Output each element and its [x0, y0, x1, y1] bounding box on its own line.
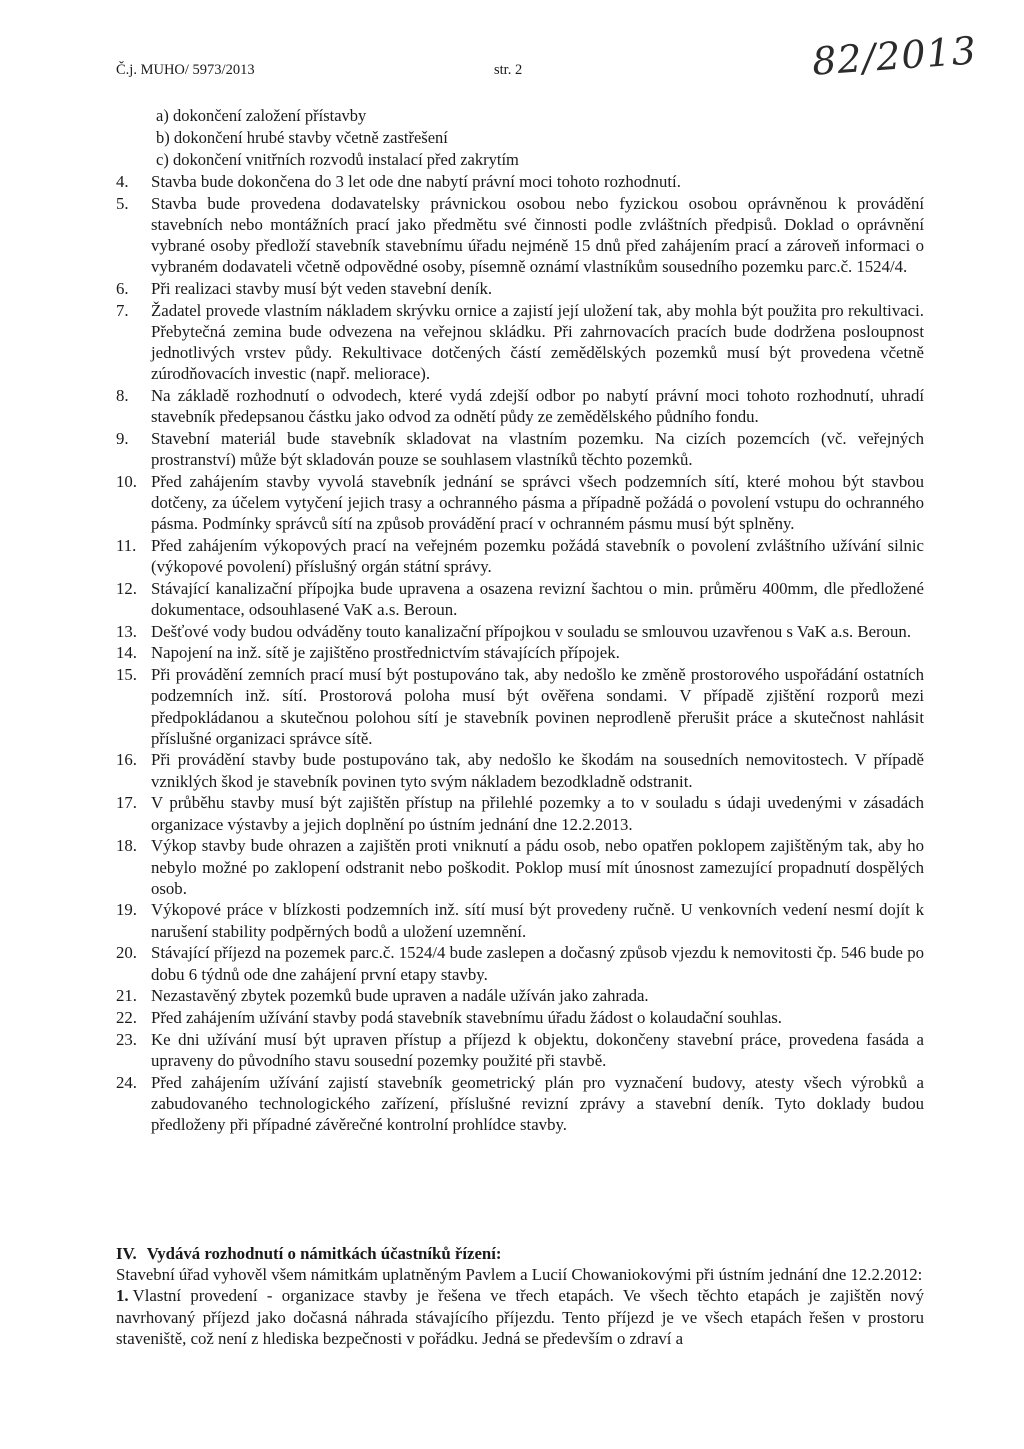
condition-text: Stavba bude dokončena do 3 let ode dne nabytí právní moci tohoto rozhodnutí. — [151, 172, 681, 191]
condition-item — [116, 300, 924, 385]
page-number: str. 2 — [494, 62, 523, 78]
condition-text: Při provádění zemních prací musí být postupováno tak, aby nedošlo ke změně prostorového uspořádání ostatních podzemních inž. sítí. Prostorová poloha musí být ověřena sondami. V případě zjištění rozporů mezi předpokládanou a skutečnou polohou sítí je stavebník povinen neprodleně přerušit práce a skutečnost nahlásit příslušné organizaci správce sítě. — [151, 665, 924, 748]
condition-text: Na základě rozhodnutí o odvodech, které vydá zdejší odbor po nabytí právní moci tohoto rozhodnutí, uhradí stavebník předepsanou částku jako odvod za odnětí půdy ze zemědělského půdního fondu. — [151, 386, 924, 427]
condition-number: 6. — [116, 279, 129, 299]
section-intro: Stavební úřad vyhověl všem námitkám uplatněným Pavlem a Lucií Chowaniokovými při ústním jednání dne 12.2.2012: — [116, 1265, 923, 1285]
condition-number: 18. — [116, 836, 137, 856]
conditions-list — [116, 171, 924, 1136]
condition-item — [116, 535, 924, 577]
condition-text: Výkop stavby bude ohrazen a zajištěn proti vniknutí a pádu osob, nebo opatřen poklopem zajištěným tak, aby ho nebylo možné po zaklopení odstranit nebo poškodit. Poklop musí mít únosnost zamezující propadnutí dospělých osob. — [151, 836, 924, 898]
condition-item — [116, 193, 924, 278]
condition-text: Žadatel provede vlastním nákladem skrývku ornice a zajistí její uložení tak, aby mohla být použita pro rekultivaci. Přebytečná zemina bude odvezena na veřejnou skládku. Při zahrnovacích pracích bude dodržena posloupnost jednotlivých vrstev půdy. Rekultivace dotčených částí zemědělských pozemků musí být provedena včetně zúrodňovacích investic (např. meliorace). — [151, 300, 924, 384]
condition-number: 9. — [116, 428, 129, 448]
condition-number: 13. — [116, 621, 137, 641]
condition-text: Nezastavěný zbytek pozemků bude upraven a nadále užíván jako zahrada. — [151, 986, 649, 1006]
condition-text: Dešťové vody budou odváděny touto kanalizační přípojkou v souladu se smlouvou uzavřenou s VaK a.s. Beroun. — [151, 621, 912, 641]
condition-item — [116, 428, 924, 470]
condition-number: 12. — [116, 578, 137, 598]
section-iv — [116, 1243, 924, 1349]
condition-item — [116, 942, 924, 984]
condition-item — [116, 171, 924, 192]
condition-number: 20. — [116, 943, 137, 963]
condition-number: 21. — [116, 986, 137, 1006]
condition-text: Stavba bude provedena dodavatelsky právnickou osobou nebo fyzickou osobou oprávněnou k provádění stavebních nebo montážních prací jako předmětu své činnosti podle zvláštních předpisů. Doklad o oprávnění vybrané osoby předloží stavebník stavebnímu úřadu nejméně 15 dnů před zahájením prací a zároveň informaci o vybraném dodavateli včetně odpovědné osoby, písemně oznámí vlastníkům sousedního pozemku parc.č. 1524/4. — [151, 193, 924, 277]
condition-item — [116, 642, 924, 663]
condition-item — [116, 385, 924, 427]
condition-text: Stavební materiál bude stavebník skladovat na vlastním pozemku. Na cizích pozemcích (vč. veřejných prostranství) může být skladován pouze se souhlasem vlastníků těchto pozemků. — [151, 428, 924, 470]
condition-text: Před zahájením výkopových prací na veřejném pozemku požádá stavebník o povolení zvláštního užívání silnic (výkopové povolení) příslušný orgán státní správy. — [151, 535, 924, 577]
section-roman-numeral: IV. — [116, 1244, 137, 1263]
condition-number: 5. — [116, 193, 129, 213]
condition-item — [116, 278, 924, 299]
condition-number: 23. — [116, 1029, 137, 1049]
point-number: 1. — [116, 1286, 129, 1306]
condition-item — [116, 578, 924, 620]
condition-number: 17. — [116, 793, 137, 813]
condition-text: Před zahájením užívání zajistí stavebník geometrický plán pro vyznačení budovy, atesty všech výrobků a zabudovaného technologického zařízení, příslušné revizní zprávy a stavební deník. Tyto doklady budou předloženy při případné závěrečné kontrolní prohlídce stavby. — [151, 1072, 924, 1134]
condition-text: Před zahájením stavby vyvolá stavebník jednání se správci všech podzemních sítí, které mohou být stavbou dotčeny, za účelem vytyčení jejich trasy a ochranného pásma a případně požádá o povolení vstupu do ochranného pásma. Podmínky správců sítí na způsob provádění prací v ochranném pásmu musí být splněny. — [151, 471, 924, 534]
condition-number: 24. — [116, 1072, 137, 1092]
condition-text: Při provádění stavby bude postupováno tak, aby nedošlo ke škodám na sousedních nemovitostech. V případě vzniklých škod je stavebník povinen tyto svým nákladem bezodkladně odstranit. — [151, 750, 924, 791]
condition-item — [116, 664, 924, 749]
condition-number: 10. — [116, 471, 137, 491]
condition-text: Stávající příjezd na pozemek parc.č. 1524/4 bude zaslepen a dočasný způsob vjezdu k nemovitosti čp. 546 bude po dobu 6 týdnů ode dne zahájení první etapy stavby. — [151, 943, 924, 984]
condition-text: Při realizaci stavby musí být veden stavební deník. — [151, 279, 493, 299]
condition-number: 22. — [116, 1007, 137, 1027]
condition-item — [116, 471, 924, 535]
condition-item — [116, 749, 924, 791]
condition-item — [116, 985, 924, 1006]
condition-number: 15. — [116, 665, 137, 685]
condition-number: 16. — [116, 750, 137, 770]
section-heading — [116, 1243, 924, 1264]
condition-number: 11. — [116, 535, 137, 555]
condition-text: V průběhu stavby musí být zajištěn přístup na přilehlé pozemky a to v souladu s údaji uvedenými v zásadách organizace výstavby a jejich doplnění po ústním jednání dne 12.2.2013. — [151, 793, 924, 834]
condition-item — [116, 621, 924, 642]
sub-items-list — [156, 105, 926, 171]
condition-item — [116, 1072, 924, 1136]
handwritten-annotation: 82/2013 — [810, 28, 979, 84]
condition-text: Výkopové práce v blízkosti podzemních inž. sítí musí být provedeny ručně. U venkovních vedení nesmí dojít k narušení stability podpěrných bodů a uložení uzemnění. — [151, 900, 924, 941]
condition-number: 4. — [116, 172, 129, 191]
condition-text: Napojení na inž. sítě je zajištěno prostřednictvím stávajících přípojek. — [151, 643, 620, 663]
page-header — [116, 62, 896, 86]
sub-item: b) dokončení hrubé stavby včetně zastřešení — [156, 128, 448, 147]
condition-text: Před zahájením užívání stavby podá stavebník stavebnímu úřadu žádost o kolaudační souhlas. — [151, 1007, 783, 1027]
section-title: Vydává rozhodnutí o námitkách účastníků řízení: — [146, 1244, 502, 1263]
objection-point — [116, 1285, 924, 1349]
sub-item: c) dokončení vnitřních rozvodů instalací před zakrytím — [156, 150, 519, 169]
condition-item — [116, 792, 924, 834]
condition-number: 7. — [116, 300, 129, 320]
condition-number: 8. — [116, 386, 129, 406]
condition-number: 19. — [116, 900, 137, 920]
condition-item — [116, 835, 924, 899]
condition-text: Stávající kanalizační přípojka bude upravena a osazena revizní šachtou o min. průměru 400mm, dle předložené dokumentace, odsouhlasené VaK a.s. Beroun. — [151, 578, 924, 620]
sub-item: a) dokončení založení přístavby — [156, 106, 367, 125]
condition-number: 14. — [116, 643, 137, 663]
condition-item — [116, 899, 924, 941]
condition-item — [116, 1029, 924, 1071]
condition-text: Ke dni užívání musí být upraven přístup a příjezd k objektu, dokončeny stavební práce, provedena fasáda a upraveny do původního stavu sousední pozemky použité při stavbě. — [151, 1029, 924, 1070]
reference-number: Č.j. MUHO/ 5973/2013 — [116, 62, 255, 78]
point-text: Vlastní provedení - organizace stavby je řešena ve třech etapách. Ve všech těchto etapách je zajištěn nový navrhovaný příjezd jako dočasná náhrada stávajícího příjezdu. Tento příjezd je ve všech etapách řešen v prostoru staveniště, což není z hlediska bezpečnosti v pořádku. Jedná se především o zdraví a — [116, 1286, 924, 1348]
condition-item — [116, 1007, 924, 1028]
